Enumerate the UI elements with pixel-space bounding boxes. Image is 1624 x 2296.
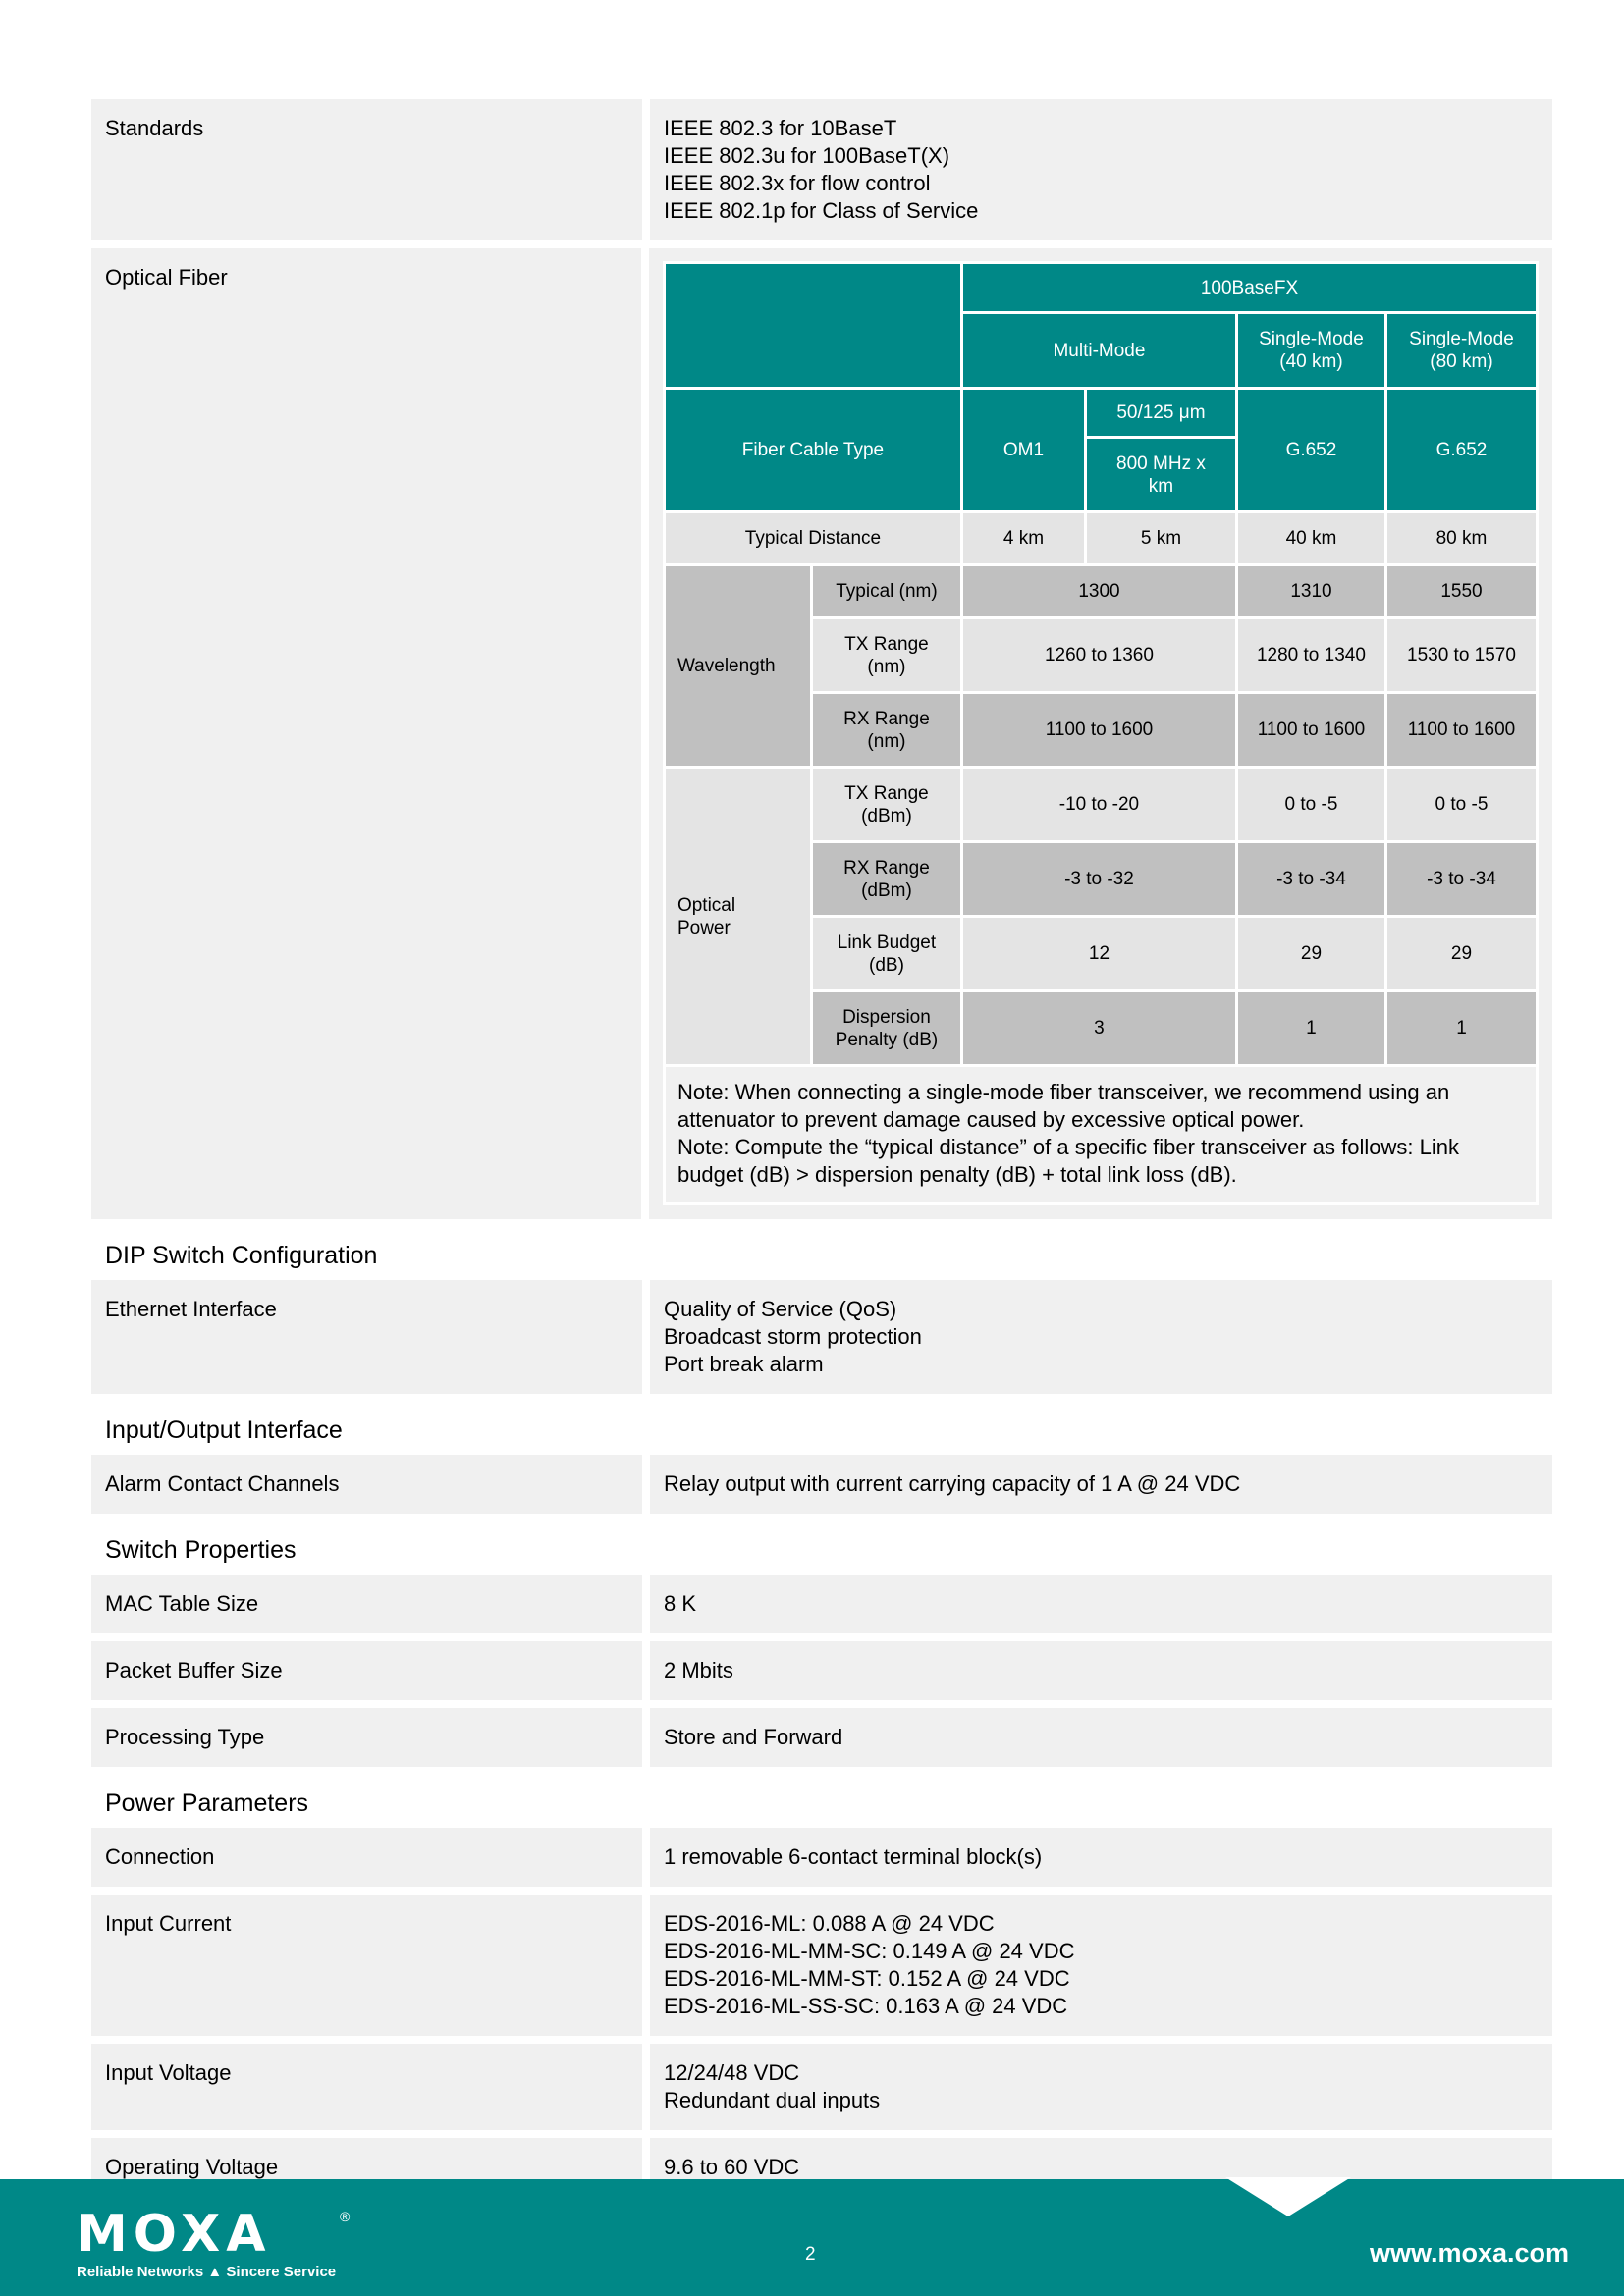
input-voltage-value: [650, 2044, 1552, 2130]
processing-type-value: Store and Forward: [650, 1708, 1552, 1767]
link-budget-value: 29: [1236, 917, 1385, 991]
alarm-contact-label: Alarm Contact Channels: [91, 1455, 642, 1514]
processing-type-row: [91, 1708, 1552, 1767]
wavelength-typical-value: 1550: [1385, 565, 1537, 618]
power-rx-value: -3 to -32: [961, 842, 1236, 917]
dispersion-penalty-value: 1: [1385, 991, 1537, 1066]
ethernet-line: Quality of Service (QoS): [664, 1297, 897, 1321]
ethernet-interface-row: [91, 1280, 1552, 1394]
alarm-contact-row: [91, 1455, 1552, 1514]
typical-distance-value: 4 km: [961, 512, 1085, 565]
wavelength-tx-label: TX Range (nm): [811, 618, 961, 693]
fiber-cable-type-label: Fiber Cable Type: [664, 389, 961, 512]
power-rx-value: -3 to -34: [1236, 842, 1385, 917]
page-number: 2: [805, 2244, 816, 2265]
moxa-logo: [77, 2205, 351, 2280]
wavelength-typical-value: 1310: [1236, 565, 1385, 618]
spec-sheet: [91, 99, 1552, 2205]
registered-mark: ®: [340, 2209, 351, 2224]
packet-buffer-row: [91, 1641, 1552, 1700]
standards-line: IEEE 802.1p for Class of Service: [664, 198, 979, 223]
input-voltage-line: 12/24/48 VDC: [664, 2060, 800, 2085]
wavelength-tx-value: 1260 to 1360: [961, 618, 1236, 693]
header-empty-cell: [664, 263, 961, 389]
wavelength-tx-value: 1280 to 1340: [1236, 618, 1385, 693]
input-current-label: Input Current: [91, 1895, 642, 2036]
logo-tagline: Reliable Networks ▲ Sincere Service: [77, 2264, 337, 2280]
optical-fiber-label: Optical Fiber: [91, 248, 641, 1219]
wavelength-tx-value: 1530 to 1570: [1385, 618, 1537, 693]
standards-line: IEEE 802.3 for 10BaseT: [664, 116, 897, 140]
header-100basefx: 100BaseFX: [961, 263, 1537, 313]
connection-label: Connection: [91, 1828, 642, 1887]
optical-power-group-label: Optical Power: [664, 768, 811, 1066]
fiber-50-125: 50/125 μm: [1085, 389, 1236, 438]
link-budget-value: 29: [1385, 917, 1537, 991]
ethernet-interface-label: Ethernet Interface: [91, 1280, 642, 1394]
section-title-switch-properties: Switch Properties: [105, 1536, 297, 1564]
optical-fiber-value: [649, 248, 1552, 1219]
ethernet-line: Broadcast storm protection: [664, 1324, 922, 1349]
standards-line: IEEE 802.3u for 100BaseT(X): [664, 143, 950, 168]
link-budget-value: 12: [961, 917, 1236, 991]
input-current-line: EDS-2016-ML-MM-SC: 0.149 A @ 24 VDC: [664, 1939, 1075, 1963]
section-title-dip-switch: DIP Switch Configuration: [105, 1242, 378, 1269]
wavelength-group-label: Wavelength: [664, 565, 811, 768]
header-single-mode-40: Single-Mode (40 km): [1236, 313, 1385, 389]
mac-table-label: MAC Table Size: [91, 1575, 642, 1633]
wavelength-rx-value: 1100 to 1600: [1385, 693, 1537, 768]
input-current-value: [650, 1895, 1552, 2036]
link-budget-label: Link Budget (dB): [811, 917, 961, 991]
fiber-note-2: Note: Compute the “typical distance” of a specific fiber transceiver as follows: Link budget (dB) > dispersion penalty (dB) + total link loss (dB).: [677, 1135, 1459, 1187]
fiber-g652-80: G.652: [1385, 389, 1537, 512]
fiber-om1: OM1: [961, 389, 1085, 512]
input-current-line: EDS-2016-ML-MM-ST: 0.152 A @ 24 VDC: [664, 1966, 1070, 1991]
connection-value: 1 removable 6-contact terminal block(s): [650, 1828, 1552, 1887]
input-voltage-line: Redundant dual inputs: [664, 2088, 881, 2112]
mac-table-row: [91, 1575, 1552, 1633]
input-voltage-row: [91, 2044, 1552, 2130]
website-link[interactable]: www.moxa.com: [1369, 2238, 1569, 2268]
optical-fiber-table: [663, 261, 1539, 1205]
footer-notch: [1225, 2177, 1351, 2216]
ethernet-line: Port break alarm: [664, 1352, 824, 1376]
input-voltage-label: Input Voltage: [91, 2044, 642, 2130]
standards-value: [650, 99, 1552, 240]
connection-row: [91, 1828, 1552, 1887]
section-title-power: Power Parameters: [105, 1789, 309, 1817]
logo-wordmark: MOXA: [77, 2205, 272, 2264]
typical-distance-value: 5 km: [1085, 512, 1236, 565]
dispersion-penalty-value: 1: [1236, 991, 1385, 1066]
power-tx-label: TX Range (dBm): [811, 768, 961, 842]
power-rx-value: -3 to -34: [1385, 842, 1537, 917]
standards-line: IEEE 802.3x for flow control: [664, 171, 931, 195]
packet-buffer-label: Packet Buffer Size: [91, 1641, 642, 1700]
power-tx-value: -10 to -20: [961, 768, 1236, 842]
standards-row: [91, 99, 1552, 240]
standards-label: Standards: [91, 99, 642, 240]
dispersion-penalty-value: 3: [961, 991, 1236, 1066]
operating-voltage-label: Operating Voltage: [91, 2138, 642, 2197]
typical-distance-value: 40 km: [1236, 512, 1385, 565]
mac-table-value: 8 K: [650, 1575, 1552, 1633]
input-current-line: EDS-2016-ML: 0.088 A @ 24 VDC: [664, 1911, 995, 1936]
header-single-mode-80: Single-Mode (80 km): [1385, 313, 1537, 389]
typical-distance-label: Typical Distance: [664, 512, 961, 565]
power-tx-value: 0 to -5: [1385, 768, 1537, 842]
fiber-g652-40: G.652: [1236, 389, 1385, 512]
power-rx-label: RX Range (dBm): [811, 842, 961, 917]
fiber-800mhz: 800 MHz x km: [1085, 438, 1236, 512]
packet-buffer-value: 2 Mbits: [650, 1641, 1552, 1700]
optical-fiber-row: [91, 248, 1552, 1219]
operating-voltage-value: 9.6 to 60 VDC: [650, 2138, 1552, 2197]
processing-type-label: Processing Type: [91, 1708, 642, 1767]
section-title-io-interface: Input/Output Interface: [105, 1416, 343, 1444]
alarm-contact-value: Relay output with current carrying capacity of 1 A @ 24 VDC: [650, 1455, 1552, 1514]
header-multi-mode: Multi-Mode: [961, 313, 1236, 389]
fiber-notes: [664, 1066, 1537, 1204]
wavelength-typical-label: Typical (nm): [811, 565, 961, 618]
wavelength-rx-value: 1100 to 1600: [1236, 693, 1385, 768]
fiber-note-1: Note: When connecting a single-mode fiber transceiver, we recommend using an attenuator to prevent damage caused by excessive optical power.: [677, 1080, 1450, 1132]
typical-distance-value: 80 km: [1385, 512, 1537, 565]
wavelength-typical-value: 1300: [961, 565, 1236, 618]
ethernet-interface-value: [650, 1280, 1552, 1394]
wavelength-rx-label: RX Range (nm): [811, 693, 961, 768]
input-current-row: [91, 1895, 1552, 2036]
wavelength-rx-value: 1100 to 1600: [961, 693, 1236, 768]
dispersion-penalty-label: Dispersion Penalty (dB): [811, 991, 961, 1066]
power-tx-value: 0 to -5: [1236, 768, 1385, 842]
input-current-line: EDS-2016-ML-SS-SC: 0.163 A @ 24 VDC: [664, 1994, 1068, 2018]
